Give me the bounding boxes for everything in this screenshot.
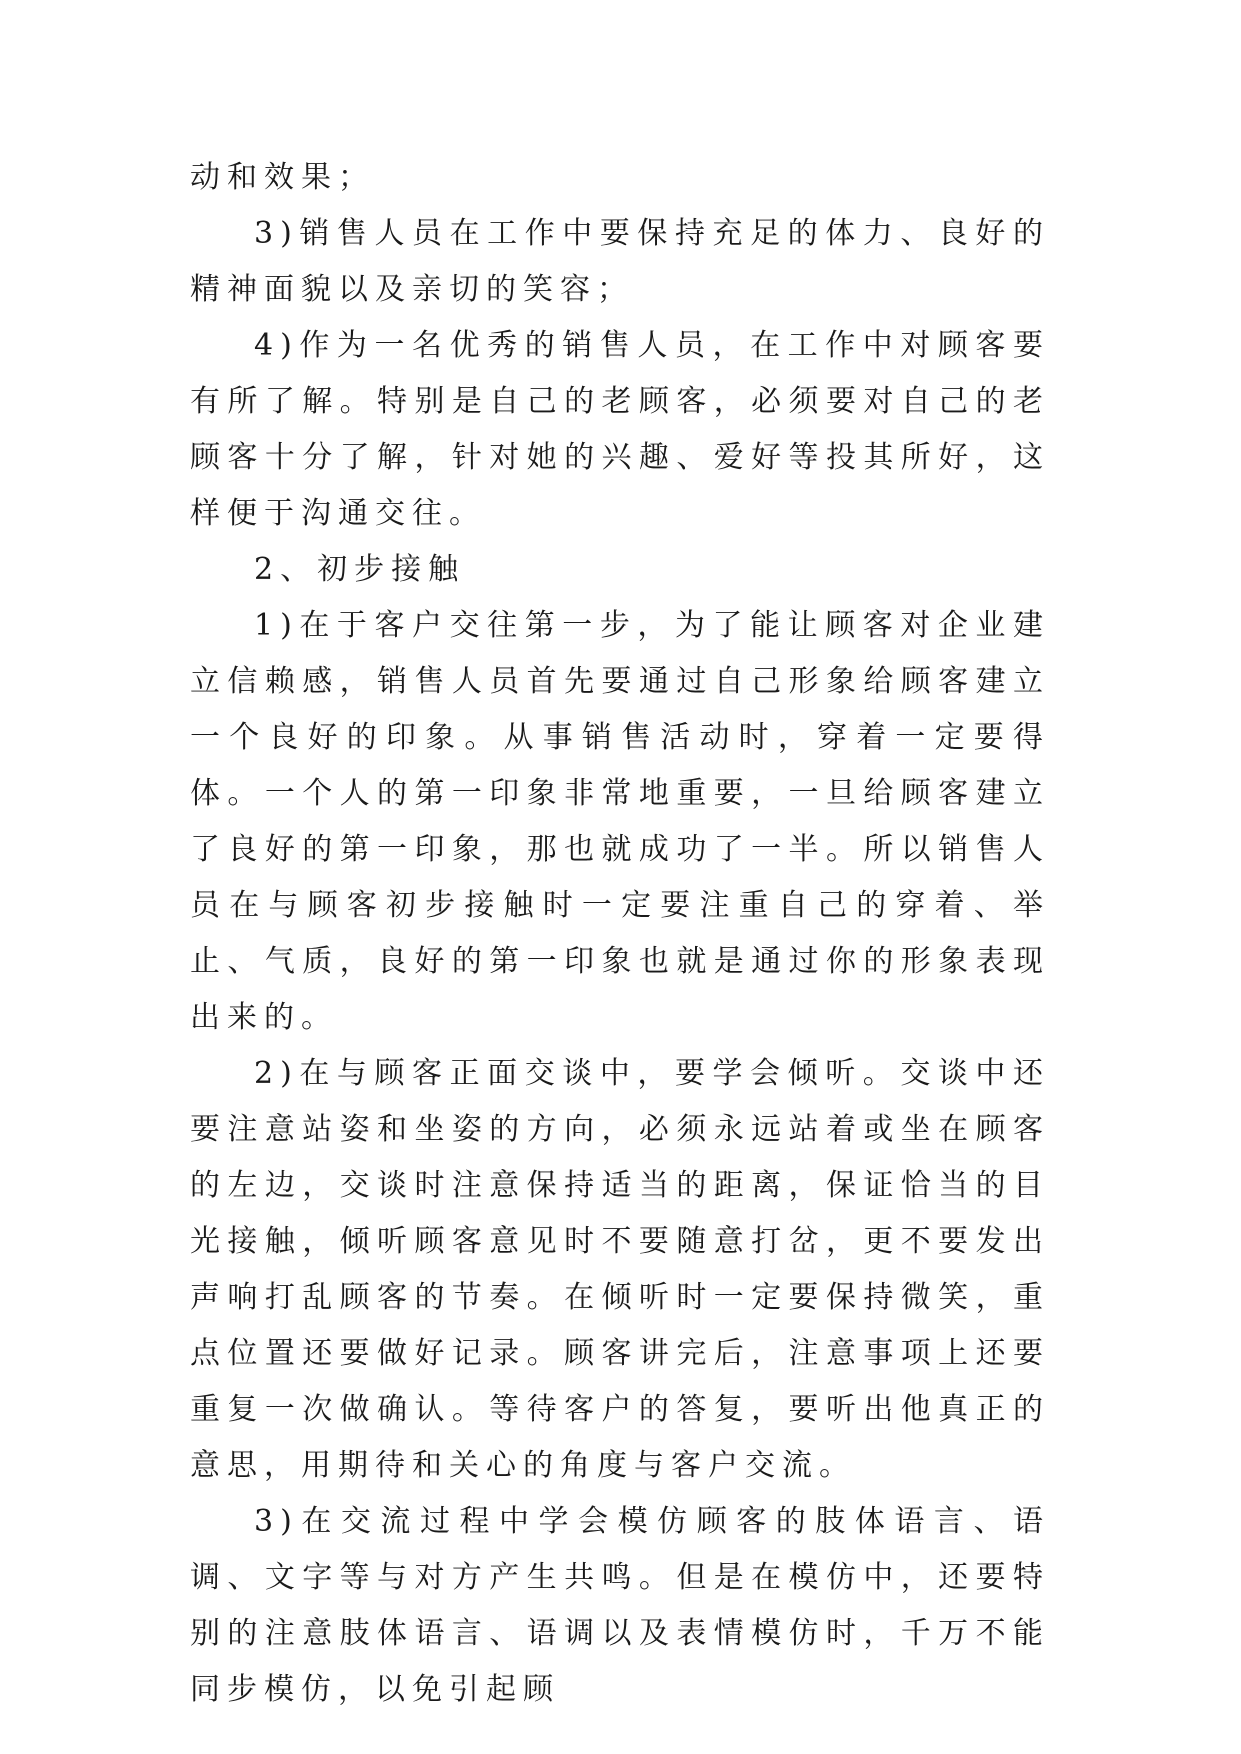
paragraph-item-3: 3)销售人员在工作中要保持充足的体力、良好的精神面貌以及亲切的笑容； <box>190 216 1050 307</box>
section-heading-initial-contact: 2、初步接触 <box>254 552 466 587</box>
paragraph-item-4: 4)作为一名优秀的销售人员，在工作中对顾客要有所了解。特别是自己的老顾客，必须要对自己的老顾客十分了解，针对她的兴趣、爱好等投其所好，这样便于沟通交往。 <box>190 328 1050 531</box>
paragraph-contact-3: 3)在交流过程中学会模仿顾客的肢体语言、语调、文字等与对方产生共鸣。但是在模仿中，还要特别的注意肢体语言、语调以及表情模仿时，千万不能同步模仿，以免引起顾 <box>190 1504 1050 1707</box>
paragraph-contact-2: 2)在与顾客正面交谈中，要学会倾听。交谈中还要注意站姿和坐姿的方向，必须永远站着或坐在顾客的左边，交谈时注意保持适当的距离，保证恰当的目光接触，倾听顾客意见时不要随意打岔，更不要发出声响打乱顾客的节奏。在倾听时一定要保持微笑，重点位置还要做好记录。顾客讲完后，注意事项上还要重复一次做确认。等待客户的答复，要听出他真正的意思，用期待和关心的角度与客户交流。 <box>190 1056 1050 1483</box>
paragraph-continuation: 动和效果； <box>190 160 375 195</box>
paragraph-contact-1: 1)在于客户交往第一步，为了能让顾客对企业建立信赖感，销售人员首先要通过自己形象给顾客建立一个良好的印象。从事销售活动时，穿着一定要得体。一个人的第一印象非常地重要，一旦给顾客建立了良好的第一印象，那也就成功了一半。所以销售人员在与顾客初步接触时一定要注重自己的穿着、举止、气质，良好的第一印象也就是通过你的形象表现出来的。 <box>190 608 1050 1035</box>
document-page <box>190 150 1050 1718</box>
